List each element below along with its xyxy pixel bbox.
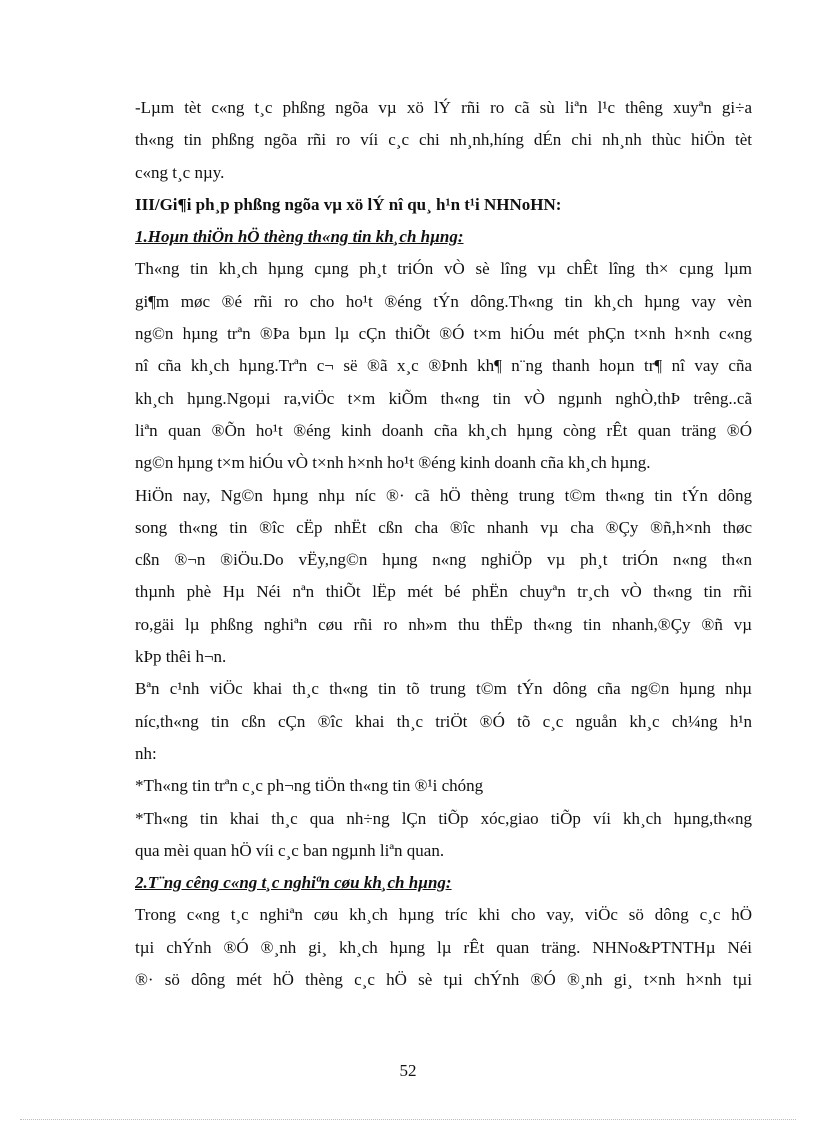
text-line: tµi chÝnh ®Ó ®¸nh gi¸ kh¸ch hµng lµ rÊt quan träng. NHNo&PTNTHµ Néi xyxy=(135,937,752,957)
text-line: ro,gäi lµ phßng nghiªn cøu rñi ro nh»m thu thËp th«ng tin nhanh,®Çy ®ñ vµ xyxy=(135,614,752,634)
text-line: Trong c«ng t¸c nghiªn cøu kh¸ch hµng tríc khi cho vay, viÖc sö dông c¸c hÖ xyxy=(135,905,752,925)
text-line: ng©n hµng t×m hiÓu vÒ t×nh h×nh ho¹t ®éng kinh doanh cña kh¸ch hµng. xyxy=(135,453,651,473)
text-line: *Th«ng tin khai th¸c qua nh÷ng lÇn tiÕp xóc,giao tiÕp víi kh¸ch hµng,th«ng xyxy=(135,808,752,828)
text-line: Th«ng tin kh¸ch hµng cµng ph¸t triÓn vÒ sè lîng vµ chÊt lîng th× cµng lµm xyxy=(135,259,752,279)
page-number: 52 xyxy=(399,1061,417,1080)
text-line: kh¸ch hµng.Ngoµi ra,viÖc t×m kiÕm th«ng tin vÒ ngµnh nghÒ,thÞ trêng..cã xyxy=(135,388,752,408)
text-line: liªn quan ®Õn ho¹t ®éng kinh doanh cña kh¸ch hµng còng rÊt quan träng ®Ó xyxy=(135,420,752,440)
text-line: qua mèi quan hÖ víi c¸c ban ngµnh liªn quan. xyxy=(135,840,445,860)
text-line: thµnh phè Hµ Néi nªn thiÕt lËp mét bé phËn chuyªn tr¸ch vÒ th«ng tin rñi xyxy=(135,582,752,602)
text-line: nh: xyxy=(135,743,157,763)
body-text xyxy=(135,92,752,996)
text-line: song th«ng tin ®îc cËp nhËt cßn cha ®îc nhanh vµ cha ®Çy ®ñ,h×nh thøc xyxy=(135,517,752,537)
text-line: *Th«ng tin trªn c¸c ph¬ng tiÖn th«ng tin ®¹i chóng xyxy=(135,776,484,796)
text-line: gi¶m møc ®é rñi ro cho ho¹t ®éng tÝn dông.Th«ng tin kh¸ch hµng vay vèn xyxy=(135,291,752,311)
text-line: -Lµm tèt c«ng t¸c phßng ngõa vµ xö lÝ rñi ro cã sù liªn l¹c thêng xuyªn gi÷a xyxy=(135,98,752,117)
section-heading: III/Gi¶i ph¸p phßng ngõa vµ xö lÝ nî qu¸ h¹n t¹i NHNoHN: xyxy=(135,194,562,214)
text-line: nî cña kh¸ch hµng.Trªn c¬ së ®ã x¸c ®Þnh kh¶ n¨ng thanh hoµn tr¶ nî vay cña xyxy=(135,356,752,376)
text-line: ®· sö dông mét hÖ thèng c¸c hÖ sè tµi chÝnh ®Ó ®¸nh gi¸ t×nh h×nh tµi xyxy=(135,970,752,990)
text-line: níc,th«ng tin cßn cÇn ®îc khai th¸c triÖt ®Ó tõ c¸c nguån kh¸c ch¼ng h¹n xyxy=(135,711,752,731)
text-line: th«ng tin phßng ngõa rñi ro víi c¸c chi nh¸nh,híng dÉn chi nh¸nh thùc hiÖn tèt xyxy=(135,130,752,150)
text-line: kÞp thêi h¬n. xyxy=(135,647,227,667)
text-line: HiÖn nay, Ng©n hµng nhµ níc ®· cã hÖ thèng trung t©m th«ng tin tÝn dông xyxy=(135,485,752,505)
page-bottom-divider xyxy=(20,1119,796,1120)
subsection-heading: 2.T¨ng cêng c«ng t¸c nghiªn cøu kh¸ch hµng: xyxy=(135,873,452,893)
text-line: Bªn c¹nh viÖc khai th¸c th«ng tin tõ trung t©m tÝn dông cña ng©n hµng nhµ xyxy=(135,679,752,699)
subsection-heading: 1.Hoµn thiÖn hÖ thèng th«ng tin kh¸ch hµng: xyxy=(135,227,464,247)
text-line: cßn ®¬n ®iÖu.Do vËy,ng©n hµng n«ng nghiÖp vµ ph¸t triÓn n«ng th«n xyxy=(135,550,752,570)
text-line: c«ng t¸c nµy. xyxy=(135,162,225,182)
text-line: ng©n hµng trªn ®Þa bµn lµ cÇn thiÕt ®Ó t×m hiÓu mét phÇn t×nh h×nh c«ng xyxy=(135,324,752,344)
